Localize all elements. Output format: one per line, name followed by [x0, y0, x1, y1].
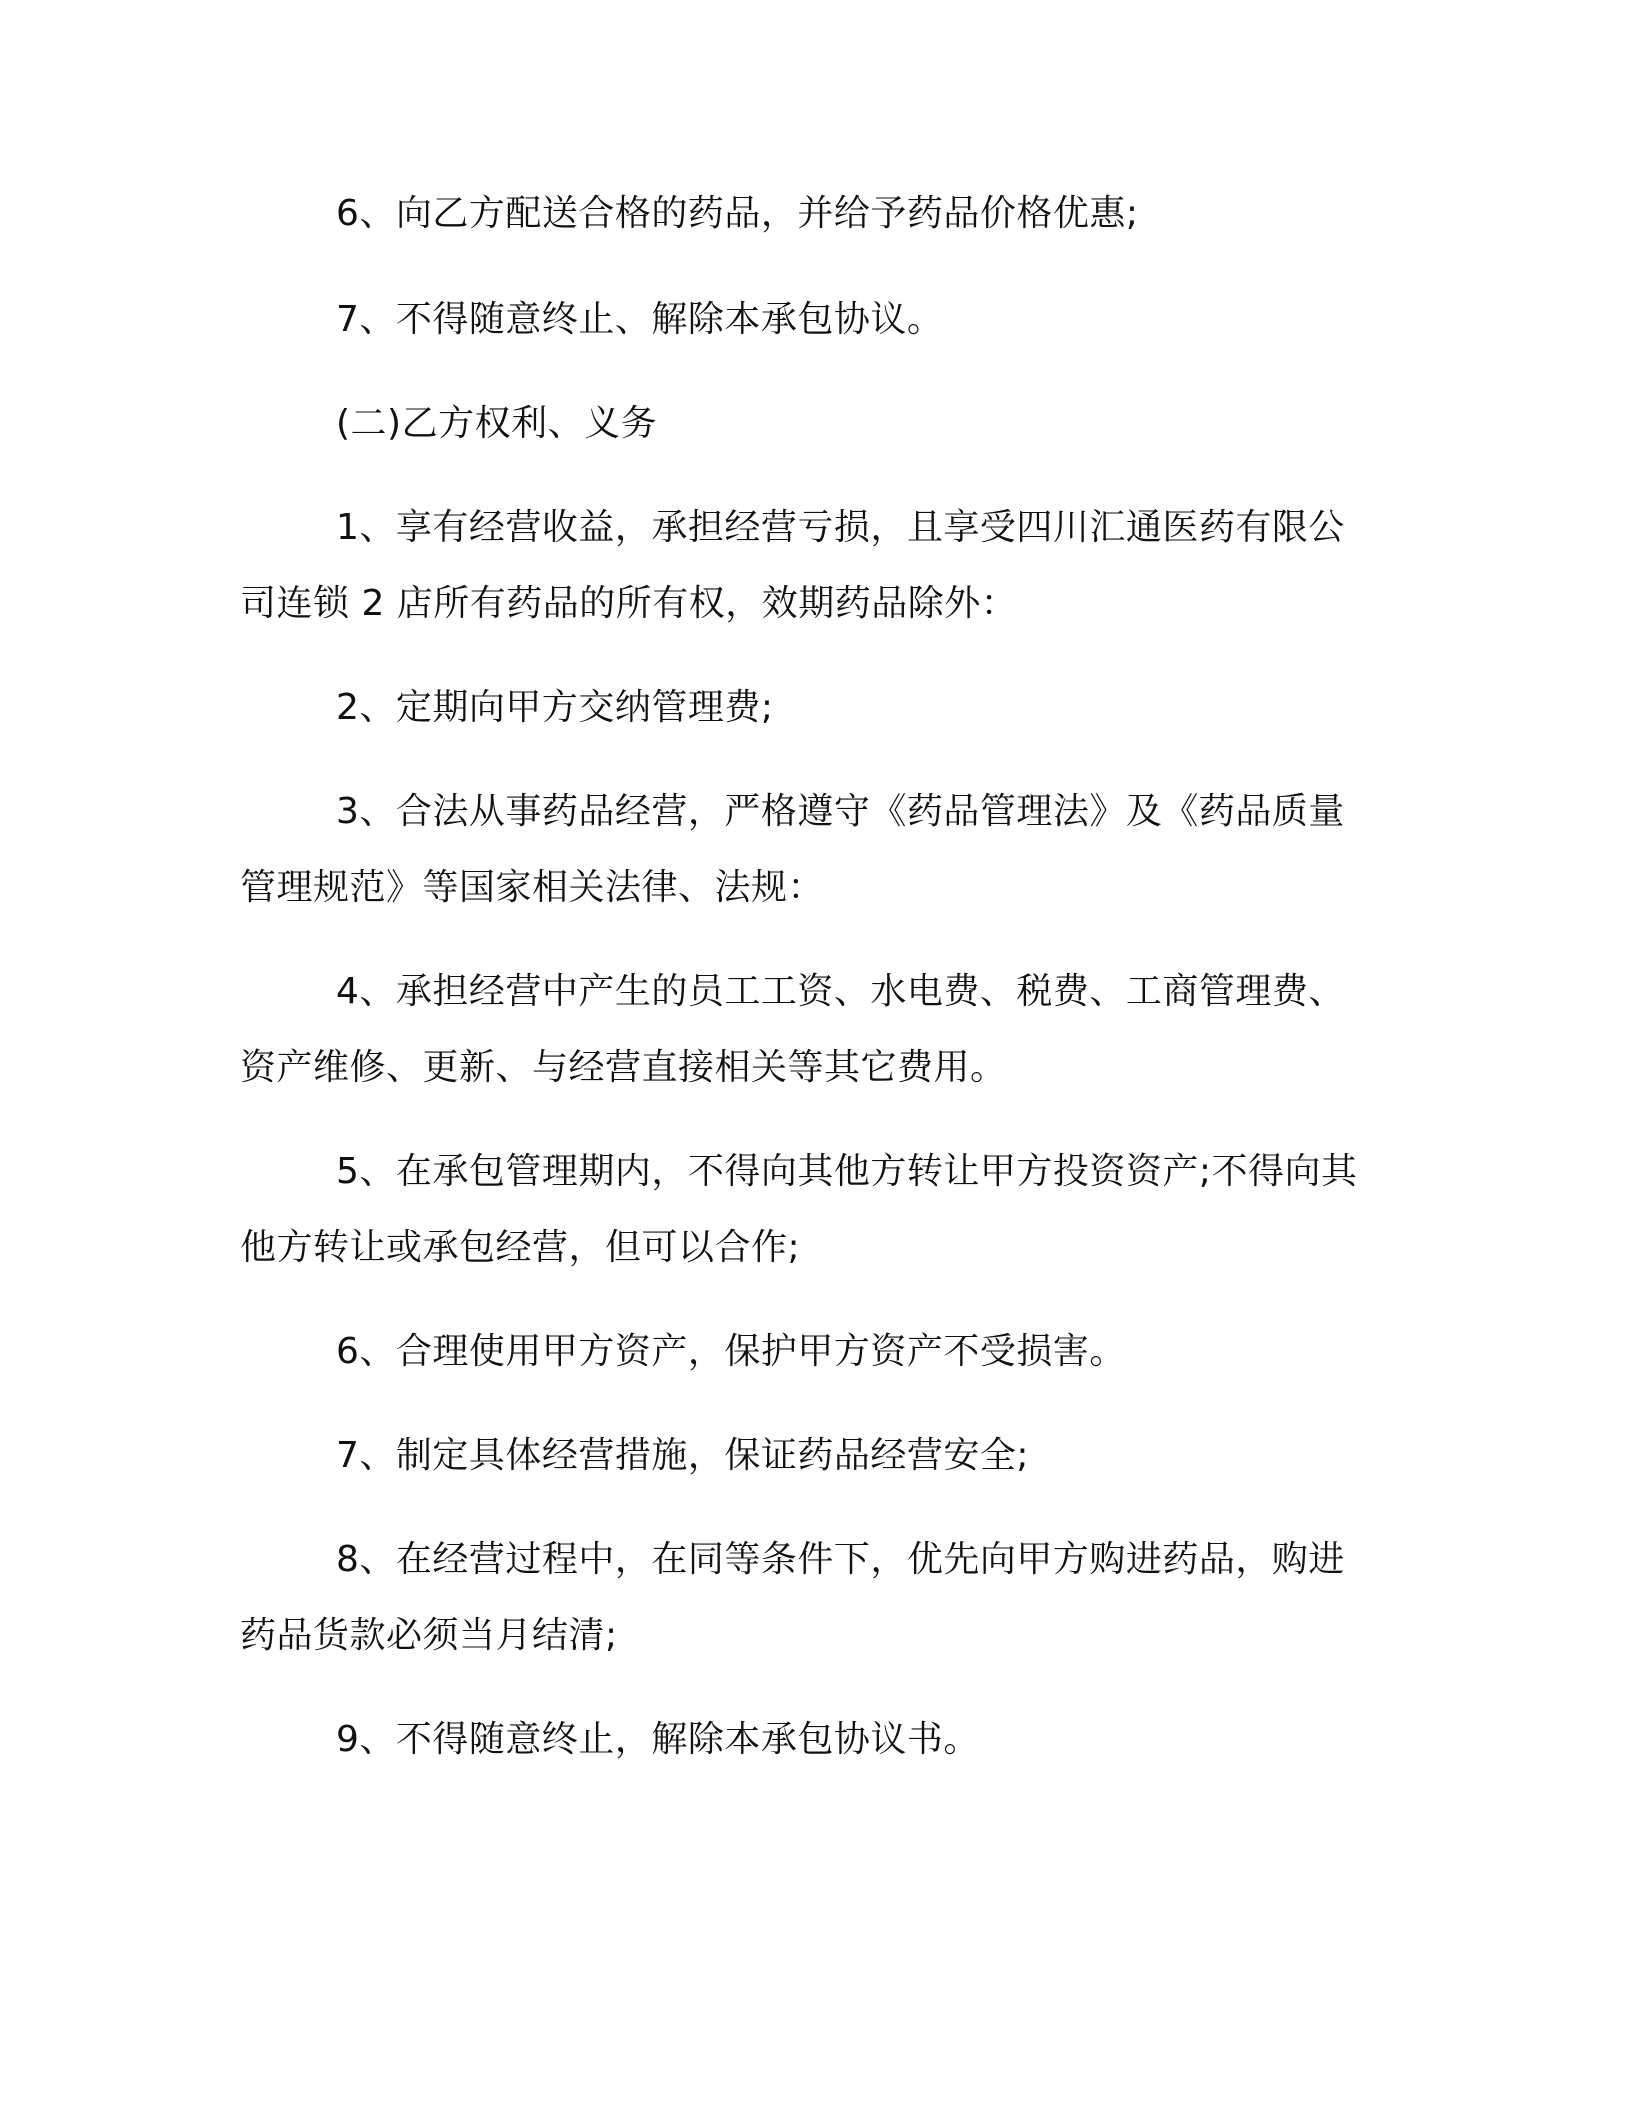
section-heading-party-b: (二)乙方权利、义务 — [336, 403, 658, 444]
paragraph-b4: 4、承担经营中产生的员工工资、水电费、税费、工商管理费、资产维修、更新、与经营直接相关等其它费用。 — [240, 971, 1345, 1088]
paragraph-b7: 7、制定具体经营措施，保证药品经营安全; — [336, 1435, 1030, 1476]
paragraph-a7: 7、不得随意终止、解除本承包协议。 — [336, 299, 944, 340]
paragraph-a6: 6、向乙方配送合格的药品，并给予药品价格优惠; — [336, 193, 1139, 234]
paragraph-b2: 2、定期向甲方交纳管理费; — [336, 687, 774, 728]
paragraph-b9: 9、不得随意终止，解除本承包协议书。 — [336, 1719, 980, 1760]
paragraph-b6: 6、合理使用甲方资产，保护甲方资产不受损害。 — [336, 1331, 1126, 1372]
paragraph-b3: 3、合法从事药品经营，严格遵守《药品管理法》及《药品质量管理规范》等国家相关法律、法规： — [240, 791, 1345, 908]
paragraph-b5: 5、在承包管理期内，不得向其他方转让甲方投资资产;不得向其他方转让或承包经营，但可以合作; — [240, 1151, 1358, 1268]
paragraph-b1: 1、享有经营收益，承担经营亏损，且享受四川汇通医药有限公司连锁 2 店所有药品的所有权，效期药品除外： — [240, 507, 1345, 624]
paragraph-b8: 8、在经营过程中，在同等条件下，优先向甲方购进药品，购进药品货款必须当月结清; — [240, 1539, 1345, 1656]
